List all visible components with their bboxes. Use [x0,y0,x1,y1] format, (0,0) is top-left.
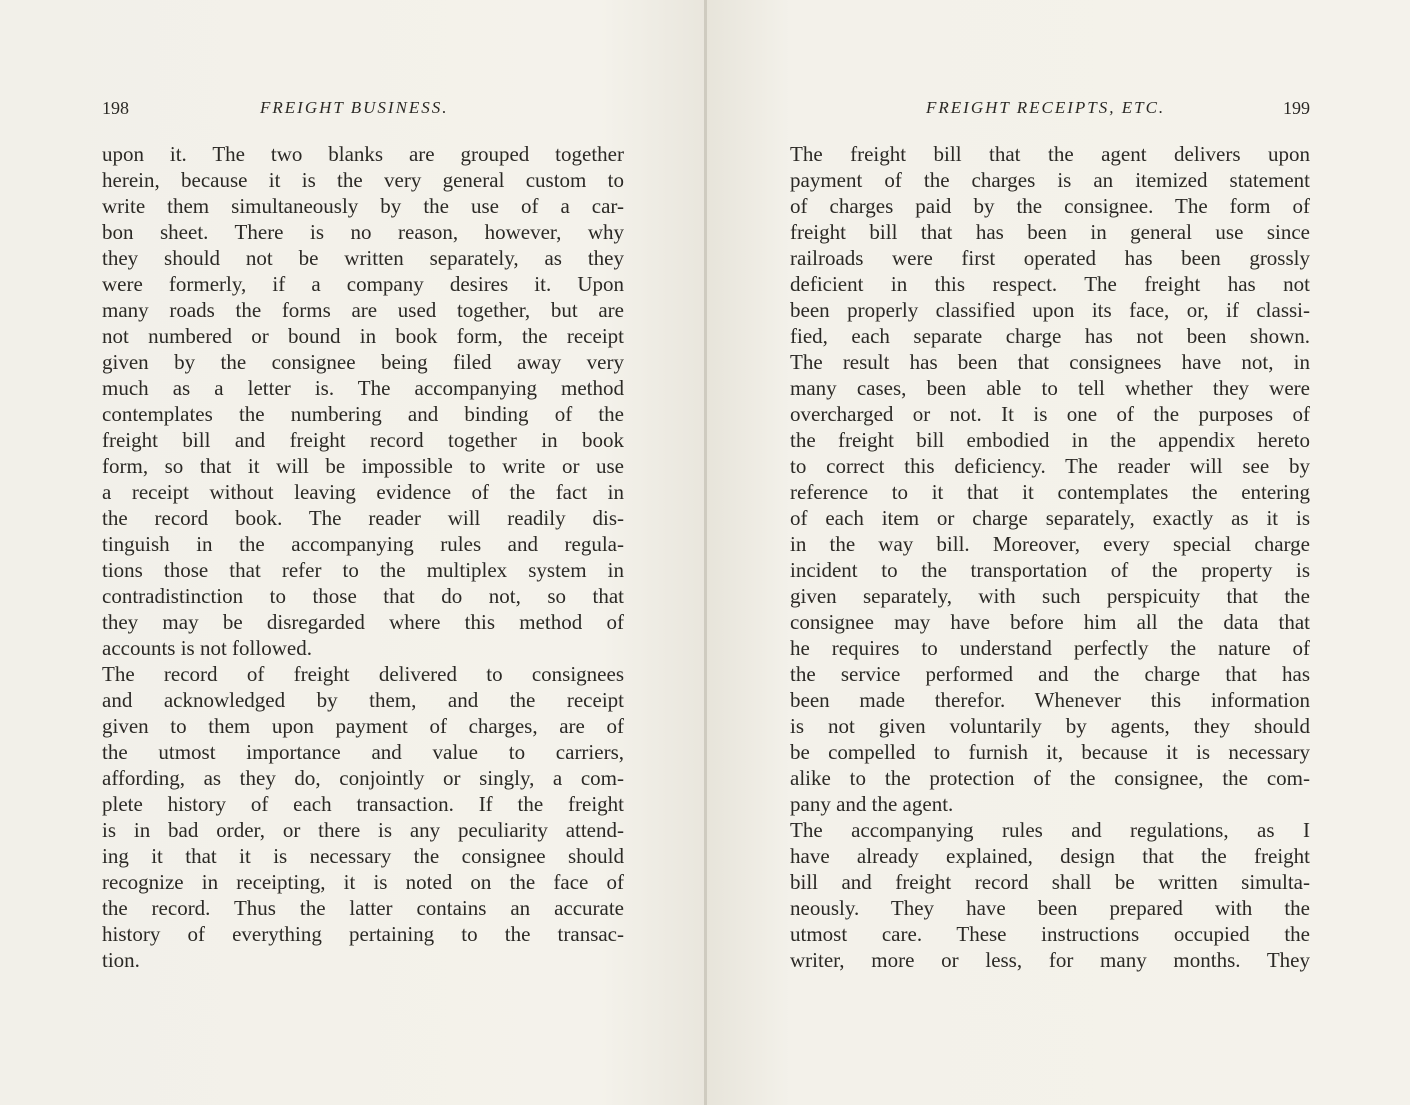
text-line: consignee may have before him all the data that [790,610,1310,634]
text-line: The result has been that consignees have not, in [790,350,1310,374]
text-line: writer, more or less, for many months. They [790,948,1310,972]
text-line: freight bill and freight record together in book [102,428,624,452]
text-line: of each item or charge separately, exactly as it is [790,506,1310,530]
right-page-number: 199 [1283,98,1310,118]
text-line: deficient in this respect. The freight has not [790,272,1310,296]
text-line: in the way bill. Moreover, every special charge [790,532,1310,556]
text-line: be compelled to furnish it, because it is necessary [790,740,1310,764]
right-page-header [790,97,1310,119]
text-line: The record of freight delivered to consignees [102,662,624,686]
text-line: pany and the agent. [790,792,954,816]
left-page-number: 198 [102,98,129,118]
text-line: bill and freight record shall be written simulta- [790,870,1310,894]
left-page-body [102,141,624,973]
text-line: the utmost importance and value to carriers, [102,740,624,764]
text-line: bon sheet. There is no reason, however, why [102,220,624,244]
text-line: write them simultaneously by the use of a car- [102,194,624,218]
text-line: to correct this deficiency. The reader will see by [790,454,1310,478]
text-line: herein, because it is the very general custom to [102,168,624,192]
text-line: many roads the forms are used together, but are [102,298,624,322]
text-line: is in bad order, or there is any peculiarity attend- [102,818,624,842]
text-line: railroads were first operated has been grossly [790,246,1310,270]
text-line: contradistinction to those that do not, so that [102,584,624,608]
right-running-head: FREIGHT RECEIPTS, ETC. [926,98,1166,117]
text-line: affording, as they do, conjointly or singly, a com- [102,766,624,790]
text-line: given separately, with such perspicuity that the [790,584,1310,608]
text-line: overcharged or not. It is one of the purposes of [790,402,1310,426]
text-line: alike to the protection of the consignee, the com- [790,766,1310,790]
text-line: and acknowledged by them, and the receipt [102,688,624,712]
text-line: of charges paid by the consignee. The form of [790,194,1310,218]
text-line: tions those that refer to the multiplex system in [102,558,624,582]
text-line: the freight bill embodied in the appendix hereto [790,428,1310,452]
text-line: is not given voluntarily by agents, they should [790,714,1310,738]
text-line: reference to it that it contemplates the entering [790,480,1310,504]
text-line: he requires to understand perfectly the nature of [790,636,1310,660]
text-line: payment of the charges is an itemized statement [790,168,1310,192]
text-line: history of everything pertaining to the transac- [102,922,624,946]
text-line: utmost care. These instructions occupied the [790,922,1310,946]
text-line: form, so that it will be impossible to write or use [102,454,624,478]
text-line: accounts is not followed. [102,636,312,660]
text-line: the service performed and the charge that has [790,662,1310,686]
text-line: The freight bill that the agent delivers upon [790,142,1310,166]
book-gutter [704,0,707,1105]
text-line: they should not be written separately, as they [102,246,624,270]
text-line: the record book. The reader will readily dis- [102,506,624,530]
right-page-body [790,141,1310,973]
text-line: the record. Thus the latter contains an accurate [102,896,624,920]
text-line: upon it. The two blanks are grouped together [102,142,624,166]
text-line: not numbered or bound in book form, the receipt [102,324,624,348]
text-line: have already explained, design that the freight [790,844,1310,868]
text-line: incident to the transportation of the property is [790,558,1310,582]
right-page [706,0,1410,1105]
text-line: ing it that it is necessary the consignee should [102,844,624,868]
text-line: they may be disregarded where this method of [102,610,624,634]
text-line: much as a letter is. The accompanying method [102,376,624,400]
text-line: freight bill that has been in general use since [790,220,1310,244]
text-line: The accompanying rules and regulations, as I [790,818,1310,842]
text-line: fied, each separate charge has not been shown. [790,324,1310,348]
text-line: contemplates the numbering and binding of the [102,402,624,426]
text-line: been made therefor. Whenever this information [790,688,1310,712]
text-line: tinguish in the accompanying rules and regula- [102,532,624,556]
text-line: given by the consignee being filed away very [102,350,624,374]
text-line: neously. They have been prepared with the [790,896,1310,920]
left-page-header [102,97,624,119]
text-line: given to them upon payment of charges, are of [102,714,624,738]
text-line: plete history of each transaction. If the freight [102,792,624,816]
text-line: were formerly, if a company desires it. Upon [102,272,624,296]
text-line: tion. [102,948,140,972]
text-line: recognize in receipting, it is noted on the face of [102,870,624,894]
text-line: many cases, been able to tell whether they were [790,376,1310,400]
left-running-head: FREIGHT BUSINESS. [260,98,449,117]
text-line: been properly classified upon its face, or, if classi- [790,298,1310,322]
text-line: a receipt without leaving evidence of the fact in [102,480,624,504]
